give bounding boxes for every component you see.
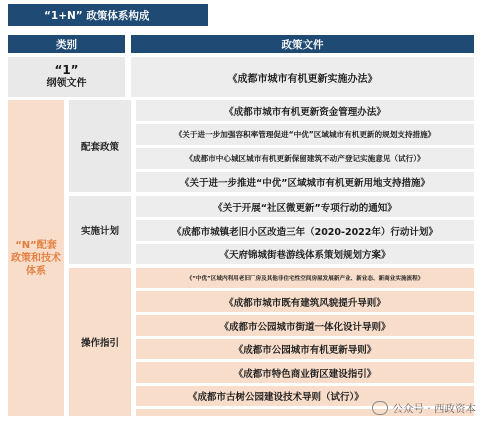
guides-doc: 《成都市公园城市街道一体化设计导则》: [136, 315, 474, 336]
guides-doc: 《成都市城市既有建筑风貌提升导则》: [136, 291, 474, 312]
guides-doc: 《成都市特色商业街区建设指引》: [136, 362, 474, 383]
one-label-bottom: 纲领文件: [46, 78, 87, 89]
watermark: [372, 398, 476, 418]
supporting-label: 配套政策: [69, 100, 131, 192]
one-category-cell: [8, 57, 125, 97]
supporting-doc: 《关于进一步加强容积率管理促进“中优”区域城市有机更新的规划支持措施》: [136, 124, 474, 145]
header-documents: 政策文件: [131, 35, 474, 53]
one-doc: 《成都市城市有机更新实施办法》: [131, 57, 474, 97]
n-label-line: 政策和技术: [11, 252, 61, 264]
supporting-doc: 《关于进一步推进“中优”区域城市有机更新用地支持措施》: [136, 172, 474, 192]
wechat-icon: [372, 401, 388, 415]
plans-doc: 《成都市城镇老旧小区改造三年（2020-2022年）行动计划》: [136, 220, 474, 241]
supporting-doc: 《成都市城市有机更新资金管理办法》: [136, 100, 474, 121]
guides-doc: 《成都市公园城市有机更新导则》: [136, 339, 474, 359]
n-label-line: “N”配套: [15, 239, 57, 251]
supporting-doc: 《成都市中心城区城市有机更新保留建筑不动产登记实施意见（试行）》: [136, 148, 474, 169]
header-category: 类别: [8, 35, 125, 53]
page-title: “1+N” 政策体系构成: [8, 4, 208, 26]
guides-doc: 《成都市古树公园建设技术导则（试行）》: [136, 386, 474, 406]
guides-label: 操作指引: [69, 268, 131, 416]
plans-doc: 《天府锦城街巷游线体系策划规划方案》: [136, 244, 474, 264]
guides-doc: 《“中优”区域内利用老旧厂房及其他非住宅性空间房屋发展新产业、新业态、新商业实施流程》: [136, 268, 474, 288]
plans-doc: 《关于开展“社区微更新”专项行动的通知》: [136, 196, 474, 217]
n-label-line: 体系: [26, 265, 46, 277]
one-label-top: “1”: [54, 63, 79, 77]
n-category-cell: [8, 100, 64, 416]
watermark-text: 公众号 · 西政资本: [392, 402, 476, 415]
plans-label: 实施计划: [69, 196, 131, 264]
